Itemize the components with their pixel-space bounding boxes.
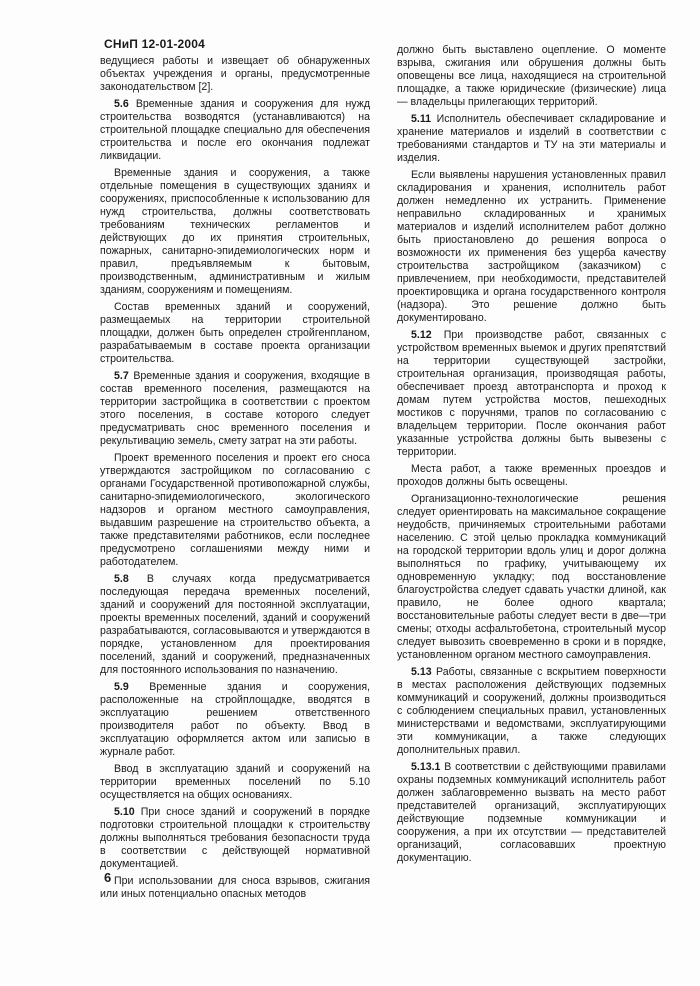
paragraph-text: Проект временного поселения и проект его сноса утверждаются застройщиком по согласованию с органами Государственной противопожарной службы, санитарно-эпидемиологического, экологического надзоров и органом местного самоуправления, выдавшим разрешение на строительство объекта, а также представителями работников, если последнее предусмотрено соглашениями между ними и работодателем. xyxy=(100,452,370,568)
paragraph xyxy=(100,370,370,448)
clause-number: 5.9 xyxy=(114,681,129,693)
paragraph-text: Ввод в эксплуатацию зданий и сооружений на территории временных поселений по 5.10 осуществляется на общих основаниях. xyxy=(100,763,370,801)
paragraph-text: Работы, связанные с вскрытием поверхности в местах расположения действующих подземных коммуникаций и сооружений, должны производиться с соблюдением специальных правил, установленных министерствами и ведомствами, эксплуатирующими эти коммуникации, а также следующих дополнительных правил. xyxy=(397,666,666,756)
paragraph xyxy=(100,681,370,759)
paragraph xyxy=(397,329,666,459)
paragraph xyxy=(397,463,666,489)
paragraph xyxy=(397,113,666,165)
paragraph-text: должно быть выставлено оцепление. О моменте взрыва, сжигания или обрушения должны быть оповещены все лица, находящиеся на строительной площадке, а также юридические (физические) лица — владельцы прилегающих территорий. xyxy=(397,44,666,108)
paragraph xyxy=(100,806,370,871)
paragraph-text: Временные здания и сооружения, расположенные на стройплощадке, вводятся в эксплуатацию решением ответственного производителя работ по объекту. Ввод в эксплуатацию оформляется актом или записью в журнале работ. xyxy=(100,681,370,758)
paragraph-text: Если выявлены нарушения установленных правил складирования и хранения, исполнитель работ должен немедленно их устранить. Применение неправильно складированных и хранимых материалов и изделий исполнителем работ должно быть приостановлено до решения вопроса о возможности их применения без ущерба качеству строительства застройщиком (заказчиком) с привлечением, при необходимости, представителей проектировщика и органа государственного контроля (надзора). Это решение должно быть документировано. xyxy=(397,169,666,324)
paragraph-text: Организационно-технологические решения следует ориентировать на максимальное сокращение неудобств, причиняемых строительными работами населению. С этой целью прокладка коммуникаций на городской территории вдоль улиц и дорог должна выполняться по графику, учитывающему их одновременную укладку; под восстановление благоустройства следует сдавать участки длиной, как правило, не более одного квартала; восстановительные работы следует вести в две—три смены; отходы асфальтобетона, строительный мусор следует вывозить своевременно в сроки и в порядке, установленном органом местного самоуправления. xyxy=(397,493,666,661)
paragraph-text: Временные здания и сооружения, а также отдельные помещения в существующих зданиях и сооружениях, приспособленные к использованию для нужд строительства, должны соответствовать требованиям технических регламентов и действующих до их принятия строительных, пожарных, санитарно-эпидемиологических норм и правил, предъявляемым к бытовым, производственным, административным и жилым зданиям, сооружениям и помещениям. xyxy=(100,167,370,296)
paragraph xyxy=(397,44,666,109)
paragraph xyxy=(397,761,666,865)
paragraph-text: Временные здания и сооружения, входящие в состав временного поселения, размещаются на территории застройщика в соответствии с проектом этого поселения, в составе которого следует предусматривать снос временного поселения и рекультивацию земель, смету затрат на эти работы. xyxy=(100,370,370,447)
paragraph-text: Исполнитель обеспечивает складирование и хранение материалов и изделий в соответствии с требованиями стандартов и ТУ на эти материалы и изделия. xyxy=(397,113,667,164)
paragraph xyxy=(100,167,370,297)
paragraph-text: При использовании для сноса взрывов, сжигания или иных потенциально опасных методов xyxy=(100,875,370,900)
paragraph-text: Места работ, а также временных проездов и проходов должны быть освещены. xyxy=(397,463,666,488)
paragraph-text: При производстве работ, связанных с устройством временных выемок и других препятствий на территории существующей застройки, строительная организация, производящая работы, обеспечивает проезд автотранспорта и проход к домам путем устройства мостов, пешеходных мостиков с поручнями, трапов по согласованию с владельцем территории. После окончания работ указанные устройства должны быть вывезены с территории. xyxy=(397,329,666,458)
paragraph xyxy=(100,452,370,569)
right-text-column xyxy=(397,44,666,869)
clause-number: 5.13.1 xyxy=(411,761,441,773)
paragraph-text: В соответствии с действующими правилами охраны подземных коммуникаций исполнитель работ должен заблаговременно вызвать на место работ представителей организаций, эксплуатирующих действующие подземные коммуникации и сооружения, а при их отсутствии — представителей организаций, согласовавших проектную документацию. xyxy=(397,761,666,864)
paragraph xyxy=(100,301,370,366)
paragraph xyxy=(397,493,666,662)
left-text-column xyxy=(100,55,370,905)
paragraph-text: Состав временных зданий и сооружений, размещаемых на территории строительной площадки, должен быть определен стройгенпланом, разрабатываемым в составе проекта организации строительства. xyxy=(100,301,370,365)
clause-number: 5.6 xyxy=(114,98,129,110)
clause-number: 5.11 xyxy=(411,113,432,125)
paragraph xyxy=(397,169,666,325)
page-number: 6 xyxy=(104,870,112,885)
paragraph xyxy=(100,55,370,94)
clause-number: 5.13 xyxy=(411,666,432,678)
document-code-header: СНиП 12-01-2004 xyxy=(104,37,206,51)
paragraph xyxy=(100,875,370,901)
clause-number: 5.7 xyxy=(114,370,129,382)
paragraph xyxy=(100,763,370,802)
paragraph-text: При сносе зданий и сооружений в порядке подготовки строительной площадки к строительству должны выполняться требования безопасности труда в соответствии с действующей нормативной документацией. xyxy=(100,806,370,870)
paragraph xyxy=(397,666,666,757)
paragraph-text: Временные здания и сооружения для нужд строительства возводятся (устанавливаются) на строительной площадке специально для обеспечения строительства и после его окончания подлежат ликвидации. xyxy=(100,98,370,162)
paragraph-text: В случаях когда предусматривается последующая передача временных поселений, зданий и сооружений для постоянной эксплуатации, проекты временных поселений, зданий и сооружений разрабатываются, согласовываются и утверждаются в порядке, установленном для проектирования поселений, зданий и сооружений, предназначенных для постоянного использования по назначению. xyxy=(100,573,370,676)
clause-number: 5.12 xyxy=(411,329,432,341)
clause-number: 5.10 xyxy=(114,806,135,818)
paragraph xyxy=(100,573,370,677)
clause-number: 5.8 xyxy=(114,573,129,585)
paragraph-text: ведущиеся работы и извещает об обнаруженных объектах учреждения и органы, предусмотренные законодательством [2]. xyxy=(100,55,370,93)
paragraph xyxy=(100,98,370,163)
